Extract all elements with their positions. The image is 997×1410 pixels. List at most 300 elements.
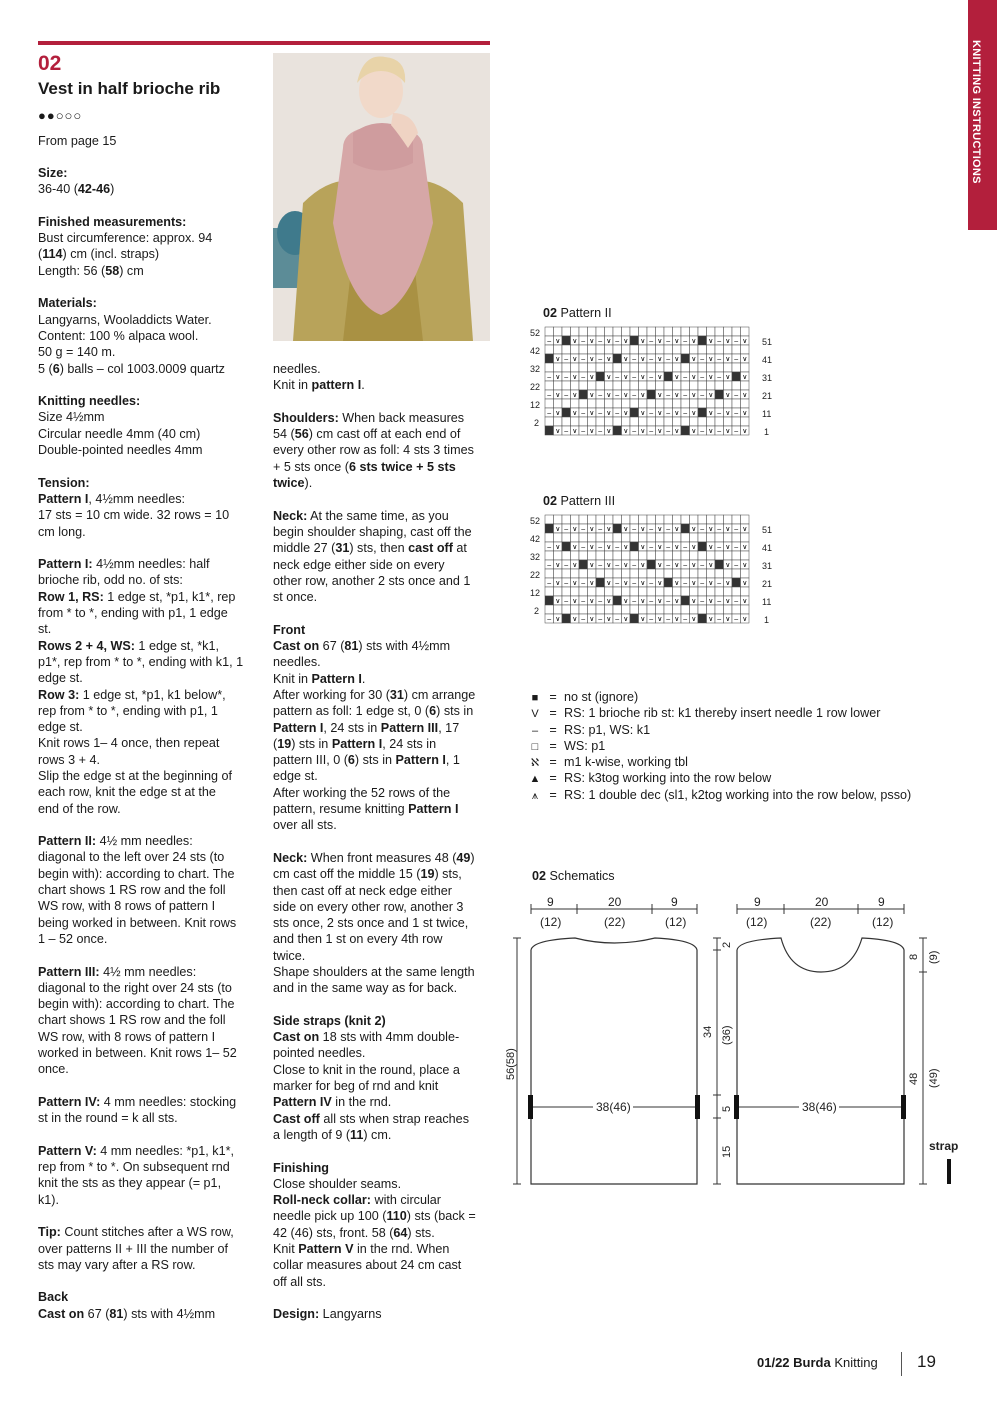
- pattern-number: 02: [38, 52, 62, 75]
- model-photo: [273, 53, 490, 341]
- chart-row-label: 21: [762, 391, 773, 401]
- chart-row-label: 31: [762, 561, 773, 571]
- dim-label: (22): [604, 915, 626, 929]
- svg-text:–: –: [717, 616, 722, 623]
- svg-text:∨: ∨: [725, 526, 731, 533]
- svg-text:∨: ∨: [674, 544, 680, 551]
- svg-text:–: –: [734, 392, 739, 399]
- svg-text:∨: ∨: [742, 410, 748, 417]
- svg-text:∨: ∨: [691, 562, 697, 569]
- svg-text:–: –: [564, 374, 569, 381]
- chart-row-label: 52: [530, 516, 541, 526]
- dim-label: 9: [754, 895, 761, 909]
- svg-text:∨: ∨: [691, 598, 697, 605]
- dim-label: 8: [908, 953, 920, 960]
- svg-text:–: –: [734, 428, 739, 435]
- make-one-icon: ℵ: [530, 757, 540, 770]
- svg-text:–: –: [581, 410, 586, 417]
- svg-text:–: –: [683, 392, 688, 399]
- svg-text:∨: ∨: [691, 374, 697, 381]
- svg-text:∨: ∨: [742, 544, 748, 551]
- svg-text:∨: ∨: [708, 562, 714, 569]
- svg-text:–: –: [598, 428, 603, 435]
- double-dec-icon: ⩚: [531, 789, 539, 802]
- dim-label: 2: [721, 941, 733, 948]
- svg-text:–: –: [700, 562, 705, 569]
- strap-icon: [947, 1159, 951, 1184]
- footer-issue: 01/22 Burda Knitting: [757, 1355, 878, 1370]
- svg-text:∨: ∨: [708, 580, 714, 587]
- chart-row-label: 1: [764, 615, 770, 625]
- dim-label: 48: [908, 1072, 920, 1085]
- chart-legend: [528, 689, 911, 803]
- chart-row-label: 1: [764, 427, 770, 437]
- svg-text:∨: ∨: [657, 562, 663, 569]
- svg-text:–: –: [717, 410, 722, 417]
- svg-text:∨: ∨: [555, 526, 561, 533]
- svg-text:–: –: [683, 410, 688, 417]
- svg-text:∨: ∨: [742, 598, 748, 605]
- svg-text:∨: ∨: [555, 338, 561, 345]
- svg-text:–: –: [649, 616, 654, 623]
- chart-row-label: 51: [762, 525, 773, 535]
- legend-item: □ = WS: p1: [528, 738, 911, 754]
- svg-text:–: –: [598, 410, 603, 417]
- svg-text:–: –: [564, 428, 569, 435]
- from-page: From page 15: [38, 134, 117, 148]
- svg-text:∨: ∨: [742, 616, 748, 623]
- svg-text:∨: ∨: [555, 410, 561, 417]
- svg-text:∨: ∨: [674, 410, 680, 417]
- svg-text:∨: ∨: [623, 598, 629, 605]
- svg-text:∨: ∨: [708, 356, 714, 363]
- svg-text:∨: ∨: [708, 392, 714, 399]
- svg-text:∨: ∨: [657, 356, 663, 363]
- svg-text:–: –: [717, 544, 722, 551]
- dim-label: 9: [671, 895, 678, 909]
- sidebar-tab: KNITTING INSTRUCTIONS: [968, 0, 997, 230]
- dim-label: (12): [665, 915, 687, 929]
- svg-text:–: –: [717, 338, 722, 345]
- strap-marker: [695, 1095, 700, 1119]
- chart-row-label: 32: [530, 552, 541, 562]
- svg-text:∨: ∨: [623, 562, 629, 569]
- svg-text:–: –: [564, 526, 569, 533]
- svg-text:–: –: [700, 428, 705, 435]
- svg-text:–: –: [734, 526, 739, 533]
- svg-text:∨: ∨: [742, 338, 748, 345]
- dim-label: 9: [878, 895, 885, 909]
- svg-text:∨: ∨: [725, 374, 731, 381]
- svg-text:–: –: [734, 562, 739, 569]
- dim-label: (36): [721, 1025, 733, 1045]
- svg-text:∨: ∨: [572, 580, 578, 587]
- svg-text:–: –: [649, 580, 654, 587]
- instructions-col-1: Size: 36-40 (42-46) Finished measurements: Bust circumference: approx. 94 (114) cm (incl. straps) Length: 56 (58) cm Materials: Langyarns, Wooladdicts Water. Content: 100 % alpaca wool. 50 g = 140 m. 5 (6) balls – col 1003.0009 quartz Knitting needles: Size 4½mm Circular needle 4mm (40 cm) Double-pointed needles 4mm Tension: Pattern I, 4½mm needles: 17 sts = 10 cm wide. 32 rows = 10 cm long. Pattern I: 4½mm needles: half brioche rib, odd no. of sts: Row 1, RS: 1 edge st, *p1, k1*, rep from * to *, ending with p1, 1 edge st. Rows 2 + 4, WS: 1 edge st, *k1, p1*, rep from * to *, ending with k1, 1 edge st. Row 3: 1 edge st, *p1, k1 below*, rep from * to *, ending with p1, 1 edge st. Knit rows 1– 4 once, then repeat rows 3 + 4. Slip the edge st at the beginning of each row, knit the edge st at the end of the row. Pattern II: 4½ mm needles: diagonal to the left over 24 sts (to begin with): according to chart. The chart shows 1 RS row and the foll WS row, with 8 rows of pattern I being worked in between. Knit rows 1 – 52 once. Pattern III: 4½ mm needles: diagonal to the right over 24 sts (to begin with): according to chart. The chart shows 1 RS row and the foll WS row, with 8 rows of pattern I worked in between. Knit rows 1– 52 once. Pattern IV: 4 mm needles: stocking st in the round = k all sts. Pattern V: 4 mm needles: *p1, k1*, rep from * to *. On subsequent rnd knit the sts as they appear (= p1, k1). Tip: Count stitches after a WS row, over patterns II + III the number of sts may vary after a RS row. Back Cast on 67 (81) sts with 4½mm: [38, 166, 244, 1321]
- svg-text:∨: ∨: [606, 338, 612, 345]
- svg-text:∨: ∨: [725, 616, 731, 623]
- svg-text:∨: ∨: [708, 526, 714, 533]
- svg-text:∨: ∨: [623, 544, 629, 551]
- svg-text:∨: ∨: [555, 392, 561, 399]
- svg-text:∨: ∨: [725, 338, 731, 345]
- svg-text:–: –: [598, 544, 603, 551]
- svg-text:–: –: [564, 580, 569, 587]
- svg-text:–: –: [717, 374, 722, 381]
- svg-text:∨: ∨: [657, 428, 663, 435]
- svg-text:∨: ∨: [589, 580, 595, 587]
- svg-text:∨: ∨: [708, 338, 714, 345]
- svg-text:–: –: [683, 374, 688, 381]
- svg-text:–: –: [547, 392, 552, 399]
- svg-text:–: –: [598, 356, 603, 363]
- svg-text:∨: ∨: [555, 356, 561, 363]
- svg-text:∨: ∨: [674, 338, 680, 345]
- purl-stitch-icon: –: [531, 724, 539, 737]
- svg-text:∨: ∨: [657, 392, 663, 399]
- difficulty-rating: ●●○○○: [38, 108, 83, 123]
- svg-text:–: –: [598, 616, 603, 623]
- svg-text:∨: ∨: [640, 410, 646, 417]
- svg-text:∨: ∨: [674, 616, 680, 623]
- svg-text:∨: ∨: [555, 580, 561, 587]
- svg-text:∨: ∨: [572, 544, 578, 551]
- svg-text:∨: ∨: [589, 616, 595, 623]
- svg-text:∨: ∨: [606, 580, 612, 587]
- svg-text:∨: ∨: [555, 428, 561, 435]
- svg-text:∨: ∨: [606, 428, 612, 435]
- svg-text:∨: ∨: [657, 616, 663, 623]
- svg-text:–: –: [564, 598, 569, 605]
- svg-text:∨: ∨: [589, 338, 595, 345]
- page-number: 19: [917, 1352, 936, 1371]
- svg-text:∨: ∨: [623, 616, 629, 623]
- svg-text:∨: ∨: [572, 338, 578, 345]
- chart-row-label: 41: [762, 355, 773, 365]
- svg-text:∨: ∨: [691, 580, 697, 587]
- dim-label: (12): [540, 915, 562, 929]
- svg-text:∨: ∨: [589, 410, 595, 417]
- svg-text:∨: ∨: [606, 616, 612, 623]
- legend-item: V = RS: 1 brioche rib st: k1 thereby insert needle 1 row lower: [528, 705, 911, 721]
- dim-label: (12): [872, 915, 894, 929]
- svg-text:∨: ∨: [572, 374, 578, 381]
- page-title: Vest in half brioche rib: [38, 79, 221, 98]
- svg-text:–: –: [700, 356, 705, 363]
- ws-purl-icon: □: [531, 740, 539, 753]
- svg-text:∨: ∨: [606, 526, 612, 533]
- svg-text:∨: ∨: [725, 392, 731, 399]
- dim-label: 34: [702, 1025, 714, 1038]
- svg-text:∨: ∨: [640, 616, 646, 623]
- svg-text:∨: ∨: [691, 392, 697, 399]
- svg-text:∨: ∨: [742, 428, 748, 435]
- svg-text:–: –: [666, 526, 671, 533]
- svg-text:∨: ∨: [657, 526, 663, 533]
- svg-text:–: –: [615, 338, 620, 345]
- svg-text:–: –: [649, 598, 654, 605]
- svg-text:–: –: [649, 526, 654, 533]
- svg-text:∨: ∨: [640, 374, 646, 381]
- svg-text:–: –: [581, 526, 586, 533]
- chart-row-label: 42: [530, 346, 541, 356]
- width-label: 38(46): [802, 1100, 837, 1114]
- svg-text:∨: ∨: [640, 356, 646, 363]
- svg-text:–: –: [547, 544, 552, 551]
- chart-row-label: 22: [530, 382, 541, 392]
- svg-text:∨: ∨: [640, 392, 646, 399]
- chart-row-label: 41: [762, 543, 773, 553]
- instructions-col-2: needles. Knit in pattern I. Shoulders: When back measures 54 (56) cm cast off at each end of every other row as foll: 4 sts 3 times + 5 sts once (6 sts twice + 5 sts twice). Neck: At the same time, as you begin shoulder shaping, cast off the middle 27 (31) sts, then cast off at neck edge either side on every other row, another 2 sts once and 1 st once. Front Cast on 67 (81) sts with 4½mm needles. Knit in Pattern I. After working for 30 (31) cm arrange pattern as foll: 1 edge st, 0 (6) sts in Pattern I, 24 sts in Pattern III, 17 (19) sts in Pattern I, 24 sts in pattern III, 0 (6) sts in Pattern I, 1 edge st. After working the 52 rows of the pattern, resume knitting Pattern I over all sts. Neck: When front measures 48 (49) cm cast off the middle 15 (19) sts, then cast off at neck edge either side on every other row, another 3 sts once, 2 sts once and 1 st twice, and then 1 st on every 4th row twice. Shape shoulders at the same length and in the same way as for back. Side straps (knit 2) Cast on 18 sts with 4mm double- pointed needles. Close to knit in the round, place a marker for beg of rnd and knit Pattern IV in the rnd. Cast off all sts when strap reaches a length of 9 (11) cm. Finishing Close shoulder seams. Roll-neck collar: with circular needle pick up 100 (110) sts (back = 42 (46) sts, front. 58 (64) sts. Knit Pattern V in the rnd. When collar measures about 24 cm cast off all sts. Design: Langyarns: [273, 362, 476, 1322]
- svg-text:–: –: [734, 356, 739, 363]
- svg-text:–: –: [564, 356, 569, 363]
- svg-text:∨: ∨: [725, 598, 731, 605]
- svg-text:–: –: [598, 598, 603, 605]
- svg-text:∨: ∨: [606, 356, 612, 363]
- svg-text:–: –: [632, 598, 637, 605]
- svg-text:∨: ∨: [623, 428, 629, 435]
- svg-text:–: –: [683, 562, 688, 569]
- svg-text:–: –: [717, 526, 722, 533]
- chart-row-label: 22: [530, 570, 541, 580]
- svg-text:–: –: [547, 580, 552, 587]
- svg-text:–: –: [649, 356, 654, 363]
- svg-text:∨: ∨: [606, 410, 612, 417]
- svg-text:∨: ∨: [674, 392, 680, 399]
- svg-text:∨: ∨: [657, 374, 663, 381]
- svg-text:∨: ∨: [674, 562, 680, 569]
- svg-text:∨: ∨: [708, 616, 714, 623]
- svg-text:∨: ∨: [691, 616, 697, 623]
- svg-text:∨: ∨: [742, 526, 748, 533]
- chart-row-label: 51: [762, 337, 773, 347]
- svg-text:∨: ∨: [640, 428, 646, 435]
- brioche-stitch-icon: V: [531, 708, 539, 721]
- svg-text:∨: ∨: [572, 392, 578, 399]
- svg-text:–: –: [581, 616, 586, 623]
- svg-text:∨: ∨: [606, 598, 612, 605]
- svg-text:∨: ∨: [572, 410, 578, 417]
- svg-text:∨: ∨: [640, 544, 646, 551]
- svg-text:∨: ∨: [691, 338, 697, 345]
- svg-text:–: –: [598, 526, 603, 533]
- svg-text:–: –: [717, 428, 722, 435]
- svg-text:∨: ∨: [674, 580, 680, 587]
- dim-label: (12): [746, 915, 768, 929]
- svg-text:∨: ∨: [674, 526, 680, 533]
- svg-text:–: –: [615, 374, 620, 381]
- svg-text:–: –: [581, 374, 586, 381]
- svg-text:∨: ∨: [742, 562, 748, 569]
- chart-row-label: 42: [530, 534, 541, 544]
- svg-text:∨: ∨: [606, 544, 612, 551]
- svg-text:–: –: [581, 428, 586, 435]
- dim-label: 9: [547, 895, 554, 909]
- no-stitch-icon: ■: [531, 692, 539, 704]
- legend-item: ⩚ = RS: 1 double dec (sl1, k2tog working into the row below, psso): [528, 787, 911, 803]
- strap-marker: [528, 1095, 533, 1119]
- legend-item: ■ = no st (ignore): [528, 689, 911, 705]
- svg-text:–: –: [700, 598, 705, 605]
- strap-label: strap: [929, 1139, 959, 1153]
- svg-text:∨: ∨: [589, 392, 595, 399]
- svg-text:∨: ∨: [572, 598, 578, 605]
- svg-text:∨: ∨: [725, 410, 731, 417]
- svg-text:∨: ∨: [657, 598, 663, 605]
- svg-text:–: –: [564, 562, 569, 569]
- svg-text:∨: ∨: [691, 526, 697, 533]
- dim-label: (22): [810, 915, 832, 929]
- svg-text:–: –: [649, 338, 654, 345]
- svg-text:–: –: [615, 562, 620, 569]
- chart-row-label: 12: [530, 588, 541, 598]
- chart-row-label: 12: [530, 400, 541, 410]
- svg-text:–: –: [547, 338, 552, 345]
- svg-text:–: –: [666, 338, 671, 345]
- svg-text:–: –: [717, 356, 722, 363]
- svg-text:∨: ∨: [691, 544, 697, 551]
- svg-text:–: –: [632, 562, 637, 569]
- svg-text:–: –: [547, 374, 552, 381]
- svg-text:∨: ∨: [674, 356, 680, 363]
- svg-text:–: –: [666, 392, 671, 399]
- svg-text:∨: ∨: [674, 428, 680, 435]
- svg-text:–: –: [632, 580, 637, 587]
- svg-text:∨: ∨: [623, 374, 629, 381]
- svg-text:∨: ∨: [589, 544, 595, 551]
- svg-text:∨: ∨: [623, 338, 629, 345]
- svg-text:–: –: [700, 392, 705, 399]
- svg-text:–: –: [649, 544, 654, 551]
- svg-text:∨: ∨: [589, 356, 595, 363]
- svg-text:∨: ∨: [674, 374, 680, 381]
- svg-text:∨: ∨: [572, 526, 578, 533]
- svg-text:–: –: [666, 356, 671, 363]
- svg-text:–: –: [666, 598, 671, 605]
- svg-text:∨: ∨: [708, 410, 714, 417]
- k3tog-icon: ▲: [529, 773, 541, 786]
- svg-text:–: –: [632, 428, 637, 435]
- chart-row-label: 32: [530, 364, 541, 374]
- dim-label: 20: [815, 895, 829, 909]
- chart-row-label: 31: [762, 373, 773, 383]
- svg-text:–: –: [666, 544, 671, 551]
- svg-text:∨: ∨: [623, 392, 629, 399]
- svg-text:–: –: [615, 410, 620, 417]
- svg-text:–: –: [734, 410, 739, 417]
- svg-text:∨: ∨: [572, 356, 578, 363]
- svg-text:–: –: [683, 616, 688, 623]
- svg-text:–: –: [666, 616, 671, 623]
- svg-text:–: –: [547, 616, 552, 623]
- svg-text:∨: ∨: [640, 598, 646, 605]
- svg-text:–: –: [615, 392, 620, 399]
- dim-label: 20: [608, 895, 622, 909]
- svg-text:–: –: [717, 580, 722, 587]
- svg-text:∨: ∨: [708, 544, 714, 551]
- svg-text:∨: ∨: [725, 562, 731, 569]
- svg-text:–: –: [632, 392, 637, 399]
- svg-text:∨: ∨: [691, 428, 697, 435]
- strap-marker: [901, 1095, 906, 1119]
- svg-text:∨: ∨: [623, 580, 629, 587]
- svg-text:–: –: [649, 374, 654, 381]
- pattern-iii-chart: [525, 513, 785, 628]
- svg-text:∨: ∨: [657, 410, 663, 417]
- svg-text:–: –: [581, 338, 586, 345]
- svg-text:–: –: [666, 410, 671, 417]
- svg-text:–: –: [632, 526, 637, 533]
- svg-text:∨: ∨: [572, 562, 578, 569]
- svg-text:∨: ∨: [555, 616, 561, 623]
- schematics-diagram: [505, 890, 965, 1200]
- legend-item: ℵ = m1 k-wise, working tbl: [528, 754, 911, 770]
- svg-text:–: –: [649, 410, 654, 417]
- svg-text:∨: ∨: [623, 356, 629, 363]
- dim-label: (49): [928, 1068, 940, 1088]
- svg-text:∨: ∨: [708, 428, 714, 435]
- svg-text:–: –: [683, 544, 688, 551]
- svg-text:–: –: [717, 598, 722, 605]
- svg-text:–: –: [649, 428, 654, 435]
- chart-row-label: 2: [534, 418, 540, 428]
- svg-text:–: –: [683, 580, 688, 587]
- svg-text:–: –: [581, 580, 586, 587]
- svg-text:∨: ∨: [708, 374, 714, 381]
- dim-label: (9): [928, 950, 940, 964]
- svg-text:∨: ∨: [640, 526, 646, 533]
- svg-text:∨: ∨: [640, 338, 646, 345]
- svg-text:∨: ∨: [691, 410, 697, 417]
- svg-text:–: –: [632, 356, 637, 363]
- strap-marker: [734, 1095, 739, 1119]
- svg-text:–: –: [632, 374, 637, 381]
- svg-text:–: –: [581, 356, 586, 363]
- svg-text:–: –: [700, 526, 705, 533]
- svg-text:∨: ∨: [623, 410, 629, 417]
- svg-text:∨: ∨: [589, 526, 595, 533]
- svg-text:∨: ∨: [606, 392, 612, 399]
- svg-text:∨: ∨: [589, 428, 595, 435]
- svg-text:–: –: [598, 392, 603, 399]
- svg-text:∨: ∨: [742, 392, 748, 399]
- svg-text:–: –: [615, 616, 620, 623]
- chart-row-label: 2: [534, 606, 540, 616]
- svg-text:∨: ∨: [725, 356, 731, 363]
- svg-text:–: –: [734, 338, 739, 345]
- svg-text:–: –: [547, 562, 552, 569]
- svg-text:∨: ∨: [606, 374, 612, 381]
- svg-text:∨: ∨: [589, 598, 595, 605]
- svg-text:∨: ∨: [708, 598, 714, 605]
- svg-text:–: –: [598, 338, 603, 345]
- svg-text:–: –: [598, 562, 603, 569]
- svg-text:∨: ∨: [555, 562, 561, 569]
- legend-item: ▲ = RS: k3tog working into the row below: [528, 770, 911, 786]
- footer-divider: [901, 1352, 902, 1376]
- svg-text:∨: ∨: [623, 526, 629, 533]
- width-label: 38(46): [596, 1100, 631, 1114]
- chart-row-label: 11: [762, 409, 772, 419]
- svg-text:∨: ∨: [589, 374, 595, 381]
- svg-text:∨: ∨: [640, 562, 646, 569]
- svg-text:–: –: [683, 338, 688, 345]
- dim-label: 5: [721, 1105, 733, 1112]
- svg-text:∨: ∨: [572, 616, 578, 623]
- pattern-ii-chart: [525, 325, 785, 440]
- svg-text:–: –: [734, 598, 739, 605]
- pattern-ii-title: 02 Pattern II: [543, 306, 612, 320]
